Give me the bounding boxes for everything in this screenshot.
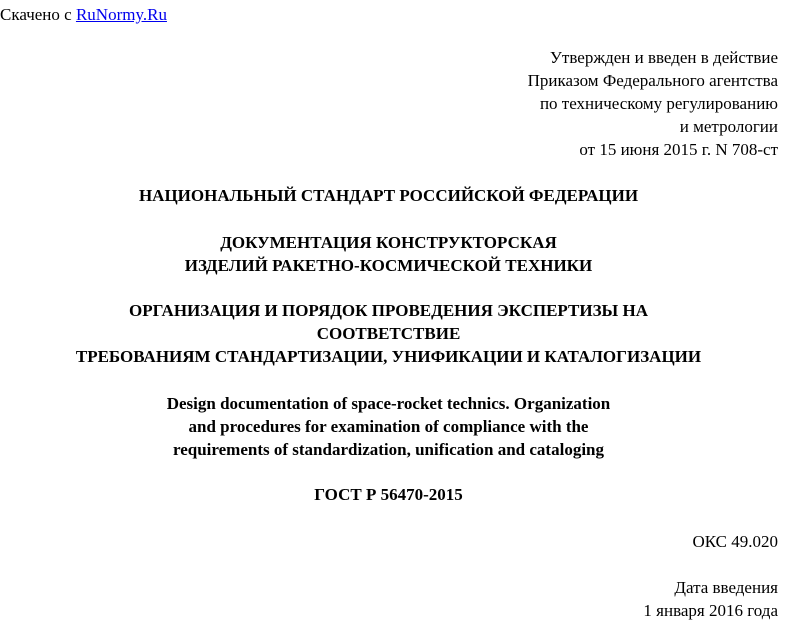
approval-line: от 15 июня 2015 г. N 708-ст bbox=[579, 140, 778, 159]
introduction-date-block bbox=[643, 576, 778, 622]
english-title-line: and procedures for examination of compliance with the bbox=[188, 417, 589, 436]
organization-title bbox=[0, 299, 777, 368]
source-line bbox=[0, 3, 167, 26]
organization-title-line: СООТВЕТСТВИЕ bbox=[316, 324, 461, 343]
documentation-title bbox=[0, 231, 777, 277]
organization-title-line: ОРГАНИЗАЦИЯ И ПОРЯДОК ПРОВЕДЕНИЯ ЭКСПЕРТИЗЫ НА bbox=[128, 301, 648, 320]
approval-line: и метрологии bbox=[679, 117, 778, 136]
english-title-line: Design documentation of space-rocket technics. Organization bbox=[166, 394, 611, 413]
approval-line: Утвержден и введен в действие bbox=[549, 48, 778, 67]
gost-number: ГОСТ Р 56470-2015 bbox=[314, 485, 463, 504]
english-title bbox=[0, 392, 777, 461]
introduction-date-value: 1 января 2016 года bbox=[643, 601, 778, 620]
approval-line: Приказом Федерального агентства bbox=[527, 71, 778, 90]
oks-code: ОКС 49.020 bbox=[692, 532, 778, 551]
source-prefix: Скачено с bbox=[0, 5, 76, 24]
documentation-title-line: ИЗДЕЛИЙ РАКЕТНО-КОСМИЧЕСКОЙ ТЕХНИКИ bbox=[184, 256, 593, 275]
introduction-date-label: Дата введения bbox=[674, 578, 778, 597]
english-title-line: requirements of standardization, unification and cataloging bbox=[172, 440, 604, 459]
approval-block bbox=[528, 46, 778, 161]
approval-line: по техническому регулированию bbox=[539, 94, 778, 113]
national-standard-heading: НАЦИОНАЛЬНЫЙ СТАНДАРТ РОССИЙСКОЙ ФЕДЕРАЦИИ bbox=[138, 186, 639, 205]
source-link[interactable]: RuNormy.Ru bbox=[75, 5, 167, 24]
documentation-title-line: ДОКУМЕНТАЦИЯ КОНСТРУКТОРСКАЯ bbox=[220, 233, 557, 252]
organization-title-line: ТРЕБОВАНИЯМ СТАНДАРТИЗАЦИИ, УНИФИКАЦИИ И КАТАЛОГИЗАЦИИ bbox=[75, 347, 702, 366]
